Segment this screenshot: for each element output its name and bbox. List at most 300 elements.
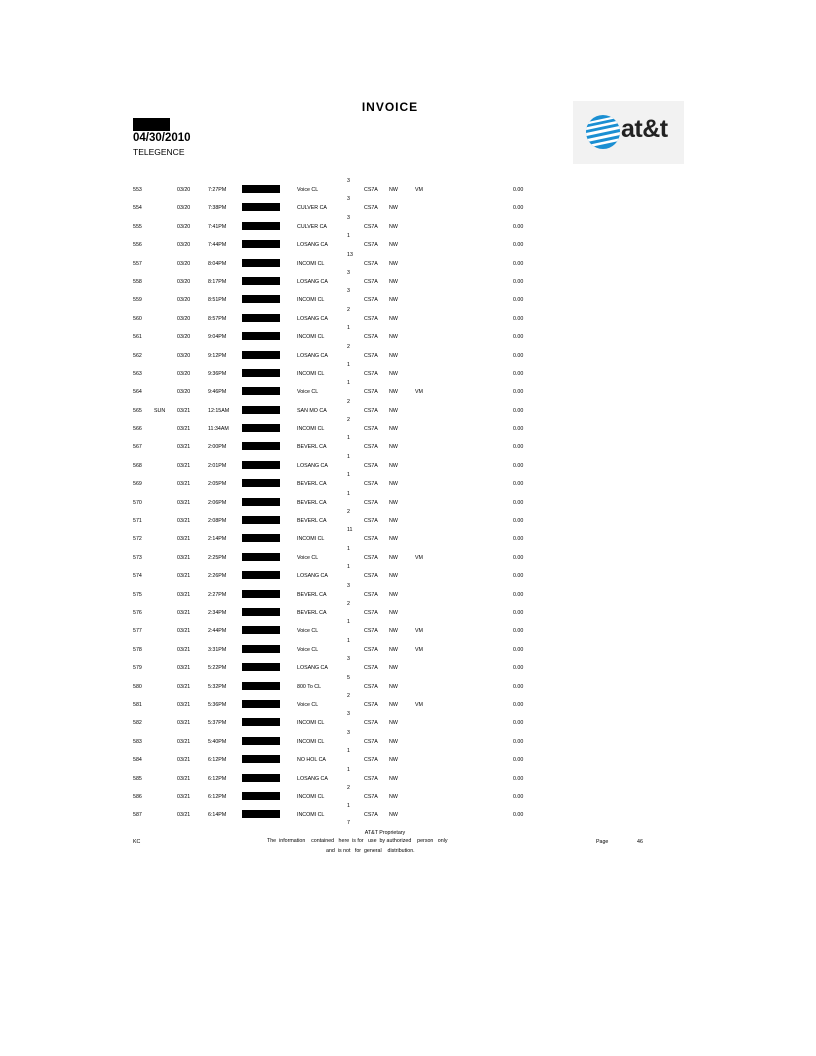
- call-amount: 0.00: [513, 573, 524, 580]
- call-amount: 0.00: [513, 665, 524, 672]
- call-amount: 0.00: [513, 646, 524, 653]
- redacted-phone-number: [242, 203, 280, 211]
- call-number: 566: [133, 426, 142, 433]
- call-duration: 3: [347, 729, 350, 736]
- call-amount: 0.00: [513, 720, 524, 727]
- rate-code: CS7A: [364, 609, 378, 616]
- invoice-date: 04/30/2010: [133, 132, 191, 144]
- network-code: NW: [389, 701, 398, 708]
- table-row: [0, 212, 816, 230]
- call-place: INCOMI CL: [297, 334, 325, 341]
- call-duration: 3: [347, 214, 350, 221]
- network-code: NW: [389, 462, 398, 469]
- call-amount: 0.00: [513, 242, 524, 249]
- redacted-phone-number: [242, 351, 280, 359]
- redacted-phone-number: [242, 810, 280, 818]
- network-code: NW: [389, 793, 398, 800]
- table-row: [0, 377, 816, 395]
- call-number: 554: [133, 205, 142, 212]
- rate-code: CS7A: [364, 812, 378, 819]
- redacted-phone-number: [242, 718, 280, 726]
- call-date: 03/21: [177, 499, 191, 506]
- call-duration: 1: [347, 748, 350, 755]
- redacted-phone-number: [242, 700, 280, 708]
- call-time: 2:44PM: [208, 628, 227, 635]
- call-number: 585: [133, 775, 142, 782]
- rate-code: CS7A: [364, 444, 378, 451]
- redacted-phone-number: [242, 406, 280, 414]
- rate-code: CS7A: [364, 223, 378, 230]
- call-place: BEVERL CA: [297, 591, 327, 598]
- call-place: INCOMI CL: [297, 720, 325, 727]
- call-time: 5:32PM: [208, 683, 227, 690]
- call-amount: 0.00: [513, 444, 524, 451]
- page-number: 46: [637, 839, 643, 845]
- confidentiality-notice-line1: The information contained here is for use by authorized person only: [267, 838, 448, 844]
- call-date: 03/21: [177, 793, 191, 800]
- call-duration: 1: [347, 453, 350, 460]
- call-duration: 1: [347, 545, 350, 552]
- call-date: 03/20: [177, 389, 191, 396]
- call-amount: 0.00: [513, 775, 524, 782]
- call-time: 2:08PM: [208, 518, 227, 525]
- call-place: INCOMI CL: [297, 812, 325, 819]
- table-row: [0, 543, 816, 561]
- network-code: NW: [389, 683, 398, 690]
- call-date: 03/20: [177, 223, 191, 230]
- call-time: 9:12PM: [208, 352, 227, 359]
- call-date: 03/20: [177, 315, 191, 322]
- network-code: NW: [389, 389, 398, 396]
- table-row: [0, 690, 816, 708]
- network-code: NW: [389, 812, 398, 819]
- call-place: Voice CL: [297, 389, 319, 396]
- call-number: 553: [133, 187, 142, 193]
- call-date: 03/21: [177, 536, 191, 543]
- call-place: INCOMI CL: [297, 738, 325, 745]
- call-place: INCOMI CL: [297, 370, 325, 377]
- redacted-phone-number: [242, 645, 280, 653]
- table-row: [0, 304, 816, 322]
- call-date: 03/21: [177, 481, 191, 488]
- call-number: 568: [133, 462, 142, 469]
- call-date: 03/20: [177, 242, 191, 249]
- rate-code: CS7A: [364, 738, 378, 745]
- call-date: 03/21: [177, 609, 191, 616]
- network-code: NW: [389, 426, 398, 433]
- call-duration: 13: [347, 251, 353, 258]
- network-code: NW: [389, 444, 398, 451]
- redacted-phone-number: [242, 259, 280, 267]
- call-number: 580: [133, 683, 142, 690]
- call-place: LOSANG CA: [297, 665, 328, 672]
- network-code: NW: [389, 352, 398, 359]
- call-time: 2:14PM: [208, 536, 227, 543]
- call-place: NO HOL CA: [297, 757, 326, 764]
- call-amount: 0.00: [513, 426, 524, 433]
- network-code: NW: [389, 591, 398, 598]
- call-amount: 0.00: [513, 757, 524, 764]
- trailing-duration: 7: [347, 820, 350, 826]
- call-number: 571: [133, 518, 142, 525]
- network-code: NW: [389, 536, 398, 543]
- call-amount: 0.00: [513, 683, 524, 690]
- call-place: LOSANG CA: [297, 242, 328, 249]
- rate-code: CS7A: [364, 518, 378, 525]
- redacted-phone-number: [242, 479, 280, 487]
- network-code: NW: [389, 223, 398, 230]
- call-duration: 1: [347, 361, 350, 368]
- call-number: 565: [133, 407, 142, 414]
- table-row: [0, 616, 816, 634]
- proprietary-label: AT&T Proprietary: [364, 830, 406, 836]
- call-amount: 0.00: [513, 701, 524, 708]
- table-row: [0, 230, 816, 248]
- call-date: 03/21: [177, 683, 191, 690]
- call-duration: 3: [347, 582, 350, 589]
- call-date: 03/20: [177, 260, 191, 267]
- call-duration: 2: [347, 600, 350, 607]
- rate-code: CS7A: [364, 407, 378, 414]
- call-amount: 0.00: [513, 187, 524, 193]
- call-number: 584: [133, 757, 142, 764]
- rate-code: CS7A: [364, 462, 378, 469]
- rate-code: CS7A: [364, 315, 378, 322]
- call-date: 03/20: [177, 278, 191, 285]
- network-code: NW: [389, 646, 398, 653]
- call-duration: 2: [347, 306, 350, 313]
- rate-code: CS7A: [364, 720, 378, 727]
- table-row: [0, 653, 816, 671]
- call-place: SAN MO CA: [297, 407, 327, 414]
- network-code: NW: [389, 278, 398, 285]
- rate-code: CS7A: [364, 573, 378, 580]
- call-duration: 11: [347, 527, 353, 534]
- call-number: 556: [133, 242, 142, 249]
- call-place: Voice CL: [297, 554, 319, 561]
- call-place: LOSANG CA: [297, 775, 328, 782]
- call-date: 03/21: [177, 462, 191, 469]
- redacted-phone-number: [242, 277, 280, 285]
- call-amount: 0.00: [513, 591, 524, 598]
- call-place: Voice CL: [297, 701, 319, 708]
- call-date: 03/21: [177, 554, 191, 561]
- rate-code: CS7A: [364, 278, 378, 285]
- redacted-phone-number: [242, 185, 280, 193]
- rate-code: CS7A: [364, 334, 378, 341]
- call-number: 563: [133, 370, 142, 377]
- att-logo: [573, 101, 684, 164]
- network-code: NW: [389, 757, 398, 764]
- confidentiality-notice-line2: and is not for general distribution.: [326, 848, 415, 854]
- table-row: [0, 341, 816, 359]
- call-number: 572: [133, 536, 142, 543]
- call-number: 582: [133, 720, 142, 727]
- call-duration: 3: [347, 269, 350, 276]
- call-time: 7:44PM: [208, 242, 227, 249]
- call-number: 573: [133, 554, 142, 561]
- call-amount: 0.00: [513, 389, 524, 396]
- table-row: [0, 727, 816, 745]
- call-place: LOSANG CA: [297, 352, 328, 359]
- table-row: [0, 506, 816, 524]
- call-duration: 2: [347, 692, 350, 699]
- call-duration: 1: [347, 233, 350, 240]
- call-date: 03/21: [177, 518, 191, 525]
- call-time: 8:17PM: [208, 278, 227, 285]
- voicemail-flag: VM: [415, 646, 423, 653]
- call-time: 6:12PM: [208, 757, 227, 764]
- call-duration: 3: [347, 288, 350, 295]
- network-code: NW: [389, 370, 398, 377]
- redacted-phone-number: [242, 626, 280, 634]
- call-number: 581: [133, 701, 142, 708]
- table-row: [0, 745, 816, 763]
- call-time: 2:01PM: [208, 462, 227, 469]
- call-date: 03/20: [177, 187, 191, 193]
- call-duration: 2: [347, 398, 350, 405]
- call-duration: 1: [347, 435, 350, 442]
- rate-code: CS7A: [364, 260, 378, 267]
- redacted-phone-number: [242, 792, 280, 800]
- call-duration: 3: [347, 196, 350, 203]
- company-name: TELEGENCE: [133, 147, 185, 157]
- call-amount: 0.00: [513, 260, 524, 267]
- call-amount: 0.00: [513, 481, 524, 488]
- table-row: [0, 322, 816, 340]
- footer-code: KC: [133, 839, 141, 845]
- call-day: SUN: [154, 407, 166, 414]
- call-place: LOSANG CA: [297, 573, 328, 580]
- rate-code: CS7A: [364, 187, 378, 193]
- call-number: 570: [133, 499, 142, 506]
- call-date: 03/20: [177, 352, 191, 359]
- call-place: INCOMI CL: [297, 260, 325, 267]
- call-number: 569: [133, 481, 142, 488]
- call-place: BEVERL CA: [297, 444, 327, 451]
- call-number: 586: [133, 793, 142, 800]
- network-code: NW: [389, 665, 398, 672]
- call-time: 7:27PM: [208, 187, 227, 193]
- network-code: NW: [389, 609, 398, 616]
- call-amount: 0.00: [513, 370, 524, 377]
- call-duration: 1: [347, 619, 350, 626]
- call-number: 587: [133, 812, 142, 819]
- call-place: LOSANG CA: [297, 462, 328, 469]
- call-amount: 0.00: [513, 205, 524, 212]
- call-amount: 0.00: [513, 499, 524, 506]
- call-amount: 0.00: [513, 462, 524, 469]
- call-number: 557: [133, 260, 142, 267]
- network-code: NW: [389, 628, 398, 635]
- rate-code: CS7A: [364, 481, 378, 488]
- call-number: 575: [133, 591, 142, 598]
- call-duration: 2: [347, 784, 350, 791]
- redacted-phone-number: [242, 369, 280, 377]
- redacted-phone-number: [242, 498, 280, 506]
- table-row: [0, 488, 816, 506]
- call-number: 561: [133, 334, 142, 341]
- call-place: INCOMI CL: [297, 793, 325, 800]
- call-place: INCOMI CL: [297, 426, 325, 433]
- rate-code: CS7A: [364, 536, 378, 543]
- network-code: NW: [389, 573, 398, 580]
- call-duration: 2: [347, 343, 350, 350]
- network-code: NW: [389, 260, 398, 267]
- call-date: 03/20: [177, 205, 191, 212]
- rate-code: CS7A: [364, 628, 378, 635]
- call-date: 03/21: [177, 757, 191, 764]
- call-time: 8:57PM: [208, 315, 227, 322]
- call-time: 2:06PM: [208, 499, 227, 506]
- table-row: [0, 580, 816, 598]
- call-date: 03/21: [177, 720, 191, 727]
- table-row: [0, 708, 816, 726]
- call-time: 2:05PM: [208, 481, 227, 488]
- network-code: NW: [389, 407, 398, 414]
- call-amount: 0.00: [513, 536, 524, 543]
- redacted-phone-number: [242, 737, 280, 745]
- redacted-phone-number: [242, 755, 280, 763]
- call-duration: 2: [347, 509, 350, 516]
- call-duration: 3: [347, 656, 350, 663]
- page-label: Page: [596, 839, 609, 845]
- call-time: 3:31PM: [208, 646, 227, 653]
- call-date: 03/21: [177, 738, 191, 745]
- redacted-phone-number: [242, 516, 280, 524]
- table-row: [0, 451, 816, 469]
- call-number: 567: [133, 444, 142, 451]
- voicemail-flag: VM: [415, 554, 423, 561]
- table-row: [0, 175, 816, 193]
- table-row: [0, 359, 816, 377]
- call-duration: 2: [347, 417, 350, 424]
- network-code: NW: [389, 554, 398, 561]
- table-row: [0, 635, 816, 653]
- call-duration: 1: [347, 472, 350, 479]
- network-code: NW: [389, 187, 398, 193]
- rate-code: CS7A: [364, 242, 378, 249]
- rate-code: CS7A: [364, 683, 378, 690]
- call-amount: 0.00: [513, 352, 524, 359]
- network-code: NW: [389, 481, 398, 488]
- call-number: 577: [133, 628, 142, 635]
- table-row: [0, 524, 816, 542]
- call-amount: 0.00: [513, 609, 524, 616]
- rate-code: CS7A: [364, 646, 378, 653]
- redacted-phone-number: [242, 240, 280, 248]
- redacted-phone-number: [242, 222, 280, 230]
- redacted-phone-number: [242, 442, 280, 450]
- call-amount: 0.00: [513, 297, 524, 304]
- call-time: 9:04PM: [208, 334, 227, 341]
- network-code: NW: [389, 738, 398, 745]
- call-amount: 0.00: [513, 628, 524, 635]
- call-duration: 1: [347, 325, 350, 332]
- call-duration: 3: [347, 178, 350, 184]
- call-number: 564: [133, 389, 142, 396]
- rate-code: CS7A: [364, 757, 378, 764]
- call-duration: 1: [347, 380, 350, 387]
- call-date: 03/21: [177, 628, 191, 635]
- call-time: 2:26PM: [208, 573, 227, 580]
- call-date: 03/21: [177, 426, 191, 433]
- call-duration: 1: [347, 803, 350, 810]
- call-date: 03/20: [177, 334, 191, 341]
- network-code: NW: [389, 720, 398, 727]
- call-time: 5:36PM: [208, 701, 227, 708]
- call-time: 5:40PM: [208, 738, 227, 745]
- rate-code: CS7A: [364, 591, 378, 598]
- call-date: 03/20: [177, 297, 191, 304]
- call-amount: 0.00: [513, 738, 524, 745]
- call-place: LOSANG CA: [297, 278, 328, 285]
- table-row: [0, 782, 816, 800]
- call-time: 6:12PM: [208, 793, 227, 800]
- rate-code: CS7A: [364, 389, 378, 396]
- voicemail-flag: VM: [415, 187, 423, 193]
- table-row: [0, 267, 816, 285]
- table-row: [0, 396, 816, 414]
- call-amount: 0.00: [513, 407, 524, 414]
- call-time: 9:36PM: [208, 370, 227, 377]
- call-time: 5:37PM: [208, 720, 227, 727]
- call-duration: 1: [347, 490, 350, 497]
- call-date: 03/21: [177, 646, 191, 653]
- redaction-block: [133, 118, 170, 131]
- call-date: 03/21: [177, 775, 191, 782]
- call-number: 558: [133, 278, 142, 285]
- call-time: 2:27PM: [208, 591, 227, 598]
- call-place: CULVER CA: [297, 223, 327, 230]
- redacted-phone-number: [242, 774, 280, 782]
- network-code: NW: [389, 499, 398, 506]
- call-time: 8:04PM: [208, 260, 227, 267]
- call-duration: 1: [347, 564, 350, 571]
- call-time: 9:46PM: [208, 389, 227, 396]
- rate-code: CS7A: [364, 499, 378, 506]
- redacted-phone-number: [242, 424, 280, 432]
- rate-code: CS7A: [364, 370, 378, 377]
- table-row: [0, 598, 816, 616]
- call-place: INCOMI CL: [297, 536, 325, 543]
- call-number: 574: [133, 573, 142, 580]
- call-amount: 0.00: [513, 793, 524, 800]
- call-duration: 1: [347, 637, 350, 644]
- call-date: 03/21: [177, 591, 191, 598]
- call-number: 576: [133, 609, 142, 616]
- redacted-phone-number: [242, 571, 280, 579]
- call-time: 11:34AM: [208, 426, 229, 433]
- call-place: INCOMI CL: [297, 297, 325, 304]
- table-row: [0, 432, 816, 450]
- rate-code: CS7A: [364, 775, 378, 782]
- table-row: [0, 249, 816, 267]
- redacted-phone-number: [242, 608, 280, 616]
- call-place: Voice CL: [297, 646, 319, 653]
- call-amount: 0.00: [513, 223, 524, 230]
- network-code: NW: [389, 242, 398, 249]
- call-amount: 0.00: [513, 554, 524, 561]
- call-time: 7:41PM: [208, 223, 227, 230]
- call-place: Voice CL: [297, 628, 319, 635]
- redacted-phone-number: [242, 682, 280, 690]
- call-amount: 0.00: [513, 278, 524, 285]
- redacted-phone-number: [242, 461, 280, 469]
- call-date: 03/21: [177, 407, 191, 414]
- network-code: NW: [389, 334, 398, 341]
- redacted-phone-number: [242, 590, 280, 598]
